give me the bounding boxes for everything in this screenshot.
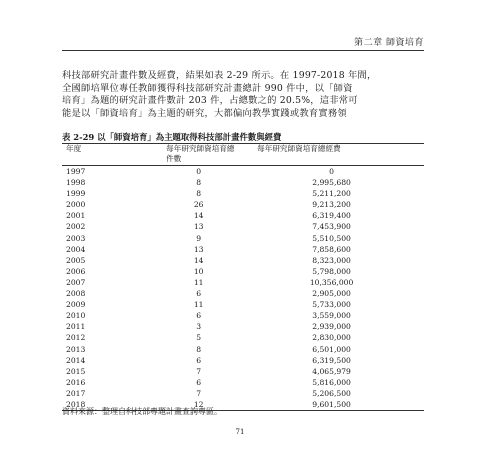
year-cell: 2005 xyxy=(66,255,86,265)
table-header-row xyxy=(62,144,424,166)
funding-cell: 5,510,500 xyxy=(312,233,351,243)
funding-cell: 6,319,400 xyxy=(312,211,351,221)
running-header xyxy=(62,34,424,51)
funding-cell: 3,559,000 xyxy=(312,311,351,321)
year-cell: 2007 xyxy=(66,277,86,287)
table-row xyxy=(62,177,424,188)
header-count: 每年研究師資培育總件數 xyxy=(158,144,239,166)
chapter-title: 第二章 師資培育 xyxy=(354,38,424,48)
funding-cell: 7,453,900 xyxy=(312,222,351,232)
count-cell: 7 xyxy=(196,366,202,376)
year-cell: 2018 xyxy=(62,399,158,411)
count-cell: 14 xyxy=(193,211,204,221)
funding-cell: 6,319,500 xyxy=(312,355,351,365)
table-row xyxy=(62,266,424,277)
table-row xyxy=(62,299,424,310)
funding-cell: 5,733,000 xyxy=(312,300,351,310)
funding-table xyxy=(62,143,424,411)
paragraph-line: 科技部研究計畫件數及經費，結果如表 2-29 所示。在 1997-2018 年間， xyxy=(62,70,377,81)
year-cell: 2009 xyxy=(66,300,86,310)
funding-cell: 5,816,000 xyxy=(312,377,351,387)
table-row xyxy=(62,244,424,255)
table-row xyxy=(62,166,424,178)
funding-cell: 5,798,000 xyxy=(312,266,351,276)
year-cell: 2002 xyxy=(66,222,86,232)
table-row xyxy=(62,210,424,221)
paragraph-line: 培育」為題的研究計畫件數計 203 件，占總數之的 20.5%，這非常可 xyxy=(62,95,358,107)
funding-cell: 8,323,000 xyxy=(312,255,351,265)
table-row xyxy=(62,332,424,343)
count-cell: 0 xyxy=(196,167,202,176)
count-cell: 3 xyxy=(196,322,202,332)
year-cell: 2010 xyxy=(66,311,86,321)
year-cell: 2006 xyxy=(66,266,86,276)
count-cell: 13 xyxy=(193,244,204,254)
table-row xyxy=(62,321,424,332)
page-number: 71 xyxy=(235,428,245,436)
funding-cell: 9,213,200 xyxy=(312,200,351,210)
count-cell: 14 xyxy=(193,255,204,265)
count-cell: 5 xyxy=(196,333,202,343)
count-cell: 6 xyxy=(196,355,202,365)
count-cell: 9 xyxy=(196,233,202,243)
year-cell: 2012 xyxy=(66,333,86,343)
year-cell: 2003 xyxy=(66,233,86,243)
paragraph-line: 能是以「師資培育」為主題的研究，大都偏向教學實踐或教育實務領 xyxy=(62,107,347,119)
count-cell: 8 xyxy=(196,178,202,188)
count-cell: 6 xyxy=(196,289,202,299)
table-row xyxy=(62,377,424,388)
year-cell: 2013 xyxy=(66,344,86,354)
year-cell: 2015 xyxy=(66,366,86,376)
count-cell: 10 xyxy=(193,266,204,276)
year-cell: 2004 xyxy=(66,244,86,254)
count-cell: 7 xyxy=(196,388,202,398)
funding-cell: 10,356,000 xyxy=(309,277,354,287)
funding-cell: 5,206,500 xyxy=(312,388,351,398)
year-cell: 2014 xyxy=(66,355,86,365)
table-row xyxy=(62,255,424,266)
year-cell: 2011 xyxy=(66,322,86,332)
funding-cell: 4,065,979 xyxy=(312,366,351,376)
body-paragraph xyxy=(62,70,424,120)
table-row xyxy=(62,344,424,355)
funding-cell: 0 xyxy=(329,167,334,176)
year-cell: 2017 xyxy=(66,388,86,398)
funding-cell: 2,939,000 xyxy=(312,322,351,332)
table-row xyxy=(62,366,424,377)
table-row xyxy=(62,188,424,199)
year-cell: 2008 xyxy=(66,289,86,299)
paragraph-line: 全國師培單位專任教師獲得科技部研究計畫總計 990 件中，以「師資 xyxy=(62,82,353,94)
funding-cell: 6,501,000 xyxy=(312,344,351,354)
table-row xyxy=(62,277,424,288)
count-cell: 8 xyxy=(196,344,202,354)
table-row xyxy=(62,388,424,399)
count-cell: 26 xyxy=(193,200,204,210)
table-caption: 表 2-29 以「師資培育」為主題取得科技部計畫件數與經費 xyxy=(62,132,282,142)
table-row xyxy=(62,199,424,210)
header-funding: 每年研究師資培育總經費 xyxy=(239,144,424,166)
year-cell: 2016 xyxy=(66,377,86,387)
year-cell: 2000 xyxy=(66,200,86,210)
funding-cell: 2,995,680 xyxy=(312,178,351,188)
count-cell: 13 xyxy=(193,222,204,232)
year-cell: 1997 xyxy=(66,167,86,176)
count-cell: 6 xyxy=(196,377,202,387)
source-note: 資料來源：整理自科技部專題計畫查詢專區。 xyxy=(62,407,222,416)
table-row xyxy=(62,310,424,321)
funding-cell: 2,830,000 xyxy=(312,333,351,343)
funding-cell: 2,905,000 xyxy=(312,289,351,299)
table-row xyxy=(62,221,424,232)
table-row xyxy=(62,355,424,366)
header-year: 年度 xyxy=(62,144,158,166)
count-cell: 11 xyxy=(193,277,204,287)
year-cell: 2001 xyxy=(66,211,86,221)
count-cell: 6 xyxy=(196,311,202,321)
funding-cell: 5,211,200 xyxy=(312,189,351,199)
table-row xyxy=(62,233,424,244)
funding-cell: 7,858,600 xyxy=(312,244,351,254)
funding-cell: 9,601,500 xyxy=(239,399,424,411)
table-row xyxy=(62,288,424,299)
count-cell: 8 xyxy=(196,189,202,199)
year-cell: 1998 xyxy=(66,178,86,188)
year-cell: 1999 xyxy=(66,189,86,199)
count-cell: 12 xyxy=(158,399,239,411)
count-cell: 11 xyxy=(193,300,204,310)
